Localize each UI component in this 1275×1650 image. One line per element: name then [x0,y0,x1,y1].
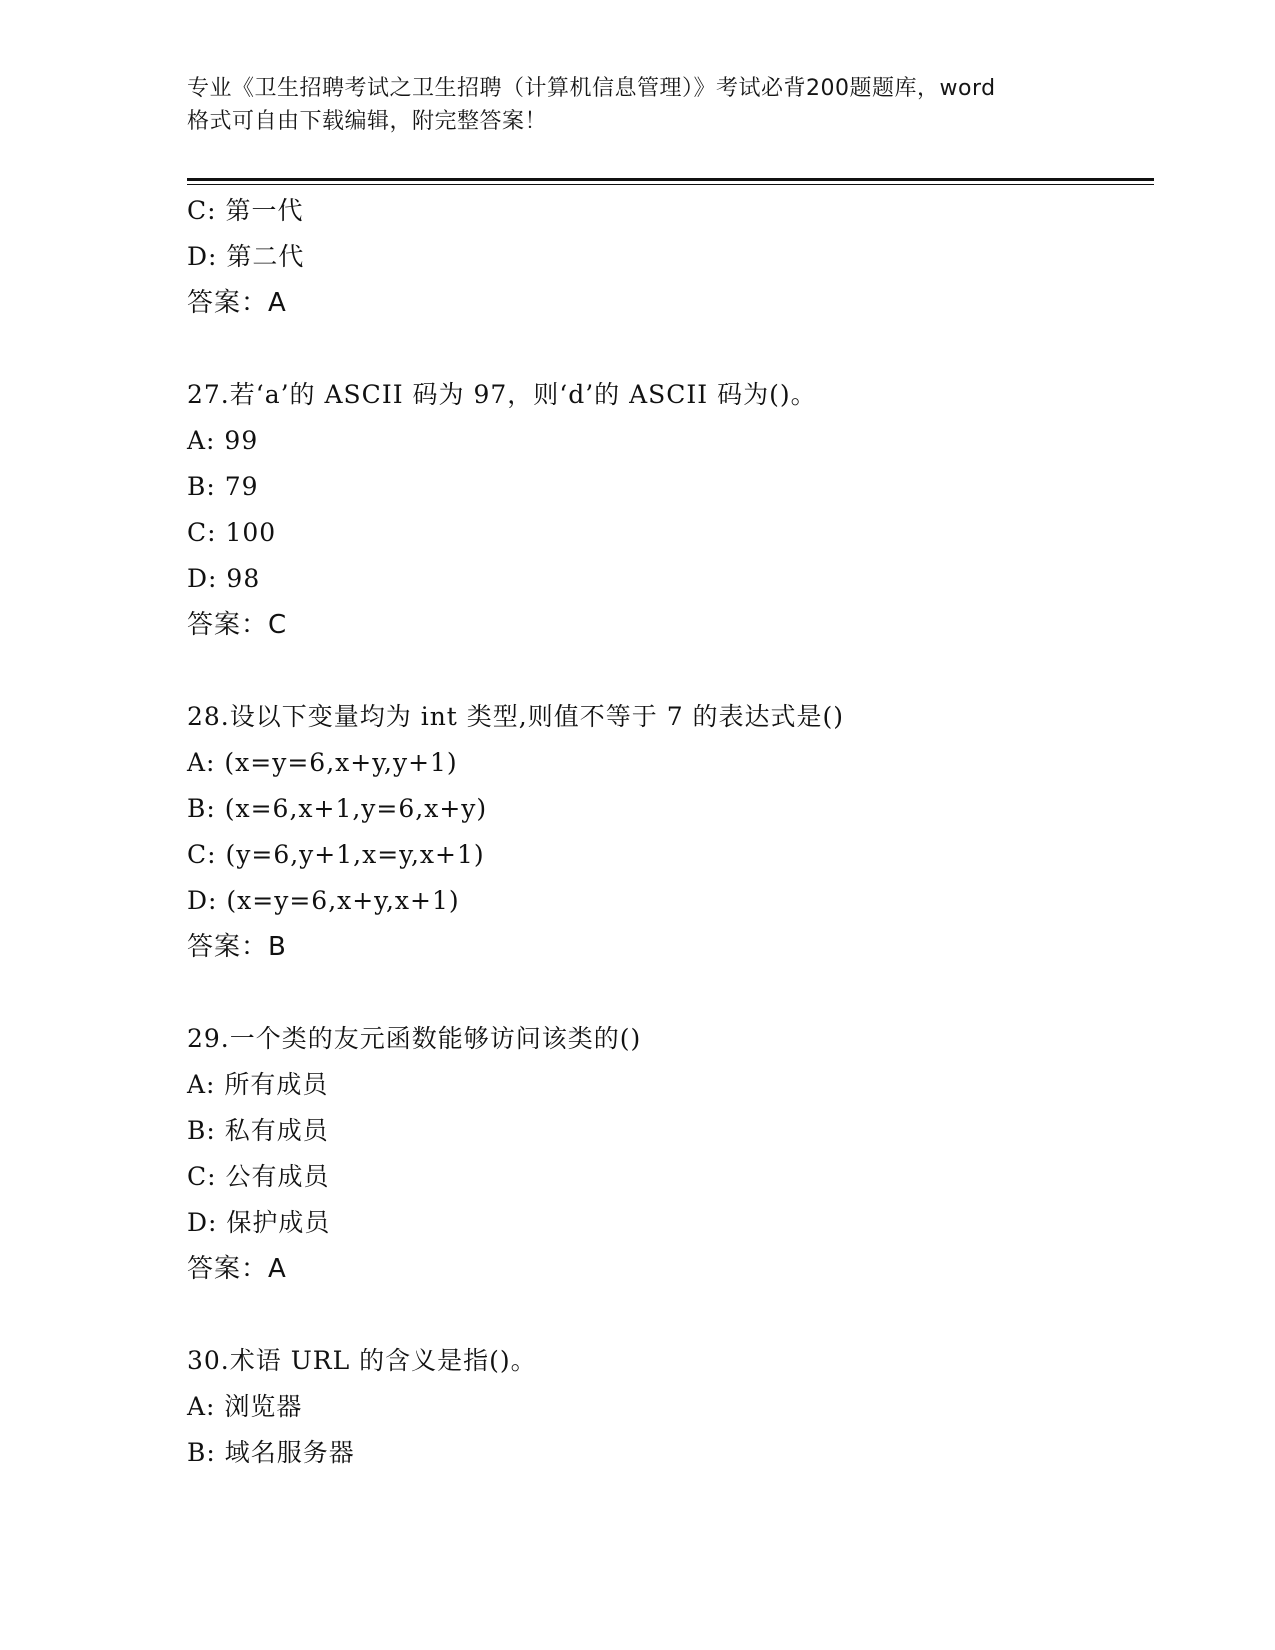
option-c: C: 第一代 [187,196,304,225]
option-b: B: (x=6,x+1,y=6,x+y) [187,794,488,823]
answer-line: 答案：C [187,610,288,640]
option-b: B: 私有成员 [187,1116,329,1145]
option-d: D: 第二代 [187,242,305,271]
question-list [187,188,1147,1476]
header-line-1: 专业《卫生招聘考试之卫生招聘（计算机信息管理）》考试必背200题题库，word [187,76,996,101]
option-b: B: 域名服务器 [187,1438,355,1467]
answer-line: 答案：B [187,932,287,962]
question-28 [187,694,1147,970]
header-rule-thin [187,184,1154,185]
answer-line: 答案：A [187,288,287,318]
option-a: A: 所有成员 [187,1070,329,1099]
question-30 [187,1338,1147,1476]
option-d: D: 98 [187,564,261,593]
question-26-continuation [187,188,1147,326]
option-a: A: (x=y=6,x+y,y+1) [187,748,458,777]
question-stem: 27.若‘a’的 ASCII 码为 97，则‘d’的 ASCII 码为()。 [187,380,817,409]
option-c: C: 公有成员 [187,1162,330,1191]
question-29 [187,1016,1147,1292]
option-d: D: (x=y=6,x+y,x+1) [187,886,460,915]
option-a: A: 浏览器 [187,1392,303,1421]
option-c: C: (y=6,y+1,x=y,x+1) [187,840,485,869]
question-stem: 29.一个类的友元函数能够访问该类的() [187,1024,642,1053]
question-27 [187,372,1147,648]
header-line-2: 格式可自由下载编辑，附完整答案！ [187,109,548,134]
header-rule-thick [187,178,1154,181]
option-c: C: 100 [187,518,277,547]
question-stem: 28.设以下变量均为 int 类型,则值不等于 7 的表达式是() [187,702,845,731]
option-d: D: 保护成员 [187,1208,331,1237]
option-b: B: 79 [187,472,259,501]
option-a: A: 99 [187,426,259,455]
document-header [187,72,1087,138]
question-stem: 30.术语 URL 的含义是指()。 [187,1346,537,1375]
answer-line: 答案：A [187,1254,287,1284]
